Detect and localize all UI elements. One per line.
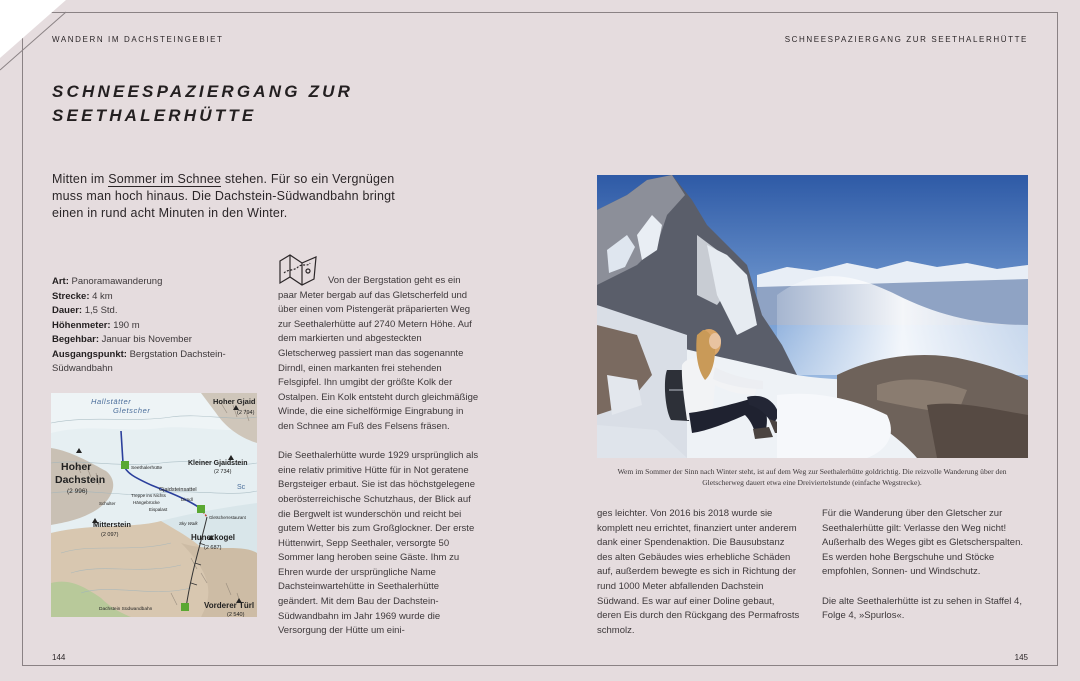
fact-item — [52, 290, 252, 305]
map-label-glacier-1: Hallstätter — [91, 397, 132, 406]
page-number-right: 145 — [1014, 653, 1028, 662]
fact-value: 190 m — [110, 319, 140, 331]
map-label-hoher-dachstein-alt: (2 996) — [67, 488, 88, 495]
map-label-haengebruecke: Hängebrücke — [133, 500, 160, 505]
paragraph: Die Seethalerhütte wurde 1929 ursprünglich als eine relativ primitive Hütte für in Not geratene Bergsteiger erbaut. Sie ist das höchstgelegene oberösterreichische Schutzhaus, der Blick auf die Bergwelt ist wunderschön und reicht bei gutem Wetter bis zum Großglockner. Der erste Hüttenwirt, Sepp Seethaler, versorgte 50 Sommer lang heroben seine Gäste. Ihm zu Ehren wurde der ursprüngliche Name Dachsteinwartehütte in Seethalerhütte geändert. Mit dem Bau der Dachstein-Südwandbahn im Jahr 1969 wurde die Versorgung der Hütte um eini- — [278, 450, 479, 637]
fact-item — [52, 319, 252, 334]
map-label-eispalast: Eispalast — [149, 507, 168, 512]
map-label-mitterstein: Mitterstein — [93, 520, 131, 529]
map-label-hoher-gjaid: Hoher Gjaid — [213, 397, 256, 406]
fact-label: Dauer: — [52, 305, 83, 316]
fact-value: Panoramawanderung — [68, 276, 163, 287]
map-label-vorderer-tuerl: Vorderer Türl — [204, 601, 255, 610]
fact-value: Bergstation Dachstein-Südwandbahn — [52, 348, 226, 374]
map-label-gjaidsteinsattel: Gjaidsteinsattel — [159, 487, 197, 493]
lead-underlined: Sommer im Schnee — [108, 172, 222, 186]
fact-label: Ausgangspunkt: — [52, 348, 127, 360]
fact-item — [52, 304, 252, 319]
map-label-hunerkogel: Hunerkogel — [191, 533, 236, 542]
map-label-treppe: Treppe ins Nichts — [131, 493, 166, 498]
map-label-schulter: Schulter — [99, 501, 116, 506]
fact-item — [52, 275, 252, 290]
route-map — [51, 393, 257, 617]
map-label-gletscherrestaurant: Gletscherrestaurant — [209, 515, 246, 520]
fact-label: Art: — [52, 276, 69, 287]
fact-value: 4 km — [89, 290, 113, 302]
fact-value: Januar bis November — [98, 334, 192, 345]
map-label-seethalerhuette: Seethalerhütte — [131, 466, 163, 471]
fact-value: 1,5 Std. — [82, 305, 118, 316]
hiker-photo — [597, 175, 1028, 458]
page-number-left: 144 — [52, 653, 66, 662]
map-label-glacier-2: Gletscher — [113, 406, 151, 415]
fact-label: Begehbar: — [52, 334, 99, 345]
title-line-2: SEETHALERHÜTTE — [52, 106, 257, 125]
text-column-2 — [278, 274, 480, 653]
lead-after: stehen. Für so ein Vergnügen muss man hoch hinaus. Die Dachstein-Südwandbahn bringt einen in rund acht Minuten in den Winter. — [52, 172, 395, 220]
photo-caption: Wem im Sommer der Sinn nach Winter steht, ist auf dem Weg zur Seethalerhütte goldrichtig. Die reizvolle Wanderung über den Gletscherweg dauert etwa eine Dreiviertelstunde (einfache Wegstrecke). — [617, 467, 1007, 487]
fact-item — [52, 333, 252, 348]
paragraph: Für die Wanderung über den Gletscher zur Seethalerhütte gilt: Verlasse den Weg nicht! Außerhalb des Weges gibt es Gletscherspalten. Es werden hohe Bergschuhe und Stöcke empfohlen, Sonnen- und Windschutz. — [822, 508, 1024, 578]
text-column-3 — [597, 507, 801, 653]
fact-label: Höhenmeter: — [52, 319, 111, 331]
lead-before: Mitten im — [52, 172, 109, 186]
lead-paragraph — [52, 171, 412, 222]
fact-label: Strecke: — [52, 290, 90, 302]
map-label-dachstein: Dachstein — [55, 474, 106, 486]
map-label-hunerkogel-alt: (2 687) — [204, 545, 222, 551]
map-label-kleiner-gjaidstein-alt: (2 734) — [214, 469, 232, 475]
fact-item — [52, 348, 252, 377]
text-column-4 — [822, 507, 1028, 638]
map-label-mitterstein-alt: (2 097) — [101, 532, 119, 538]
map-label-bergstation: Dachstein Südwandbahn — [99, 607, 153, 612]
map-label-dirndl: Dirndl — [181, 497, 193, 502]
paragraph: Die alte Seethalerhütte ist zu sehen in Staffel 4, Folge 4, »Spurlos«. — [822, 595, 1022, 622]
paragraph: Von der Bergstation geht es ein paar Meter bergab auf das Gletscherfeld und über einen vom Pistengerät präparierten Weg zur Seethalerhütte auf 2740 Metern Höhe. Auf dem markierten und abgesteckten Gletscherweg passiert man das sogenannte Dirndl, einen markanten frei stehenden Felsgipfel. Ihn umgibt der größte Kolk der Ostalpen. Ein Kolk entsteht durch gleichmäßige Winde, die eine sichelförmige Eingrabung in den Schnee am Fuß des Felsens fräsen. — [278, 275, 479, 432]
map-label-sc: Sc — [237, 484, 246, 491]
running-header-right: SCHNEESPAZIERGANG ZUR SEETHALERHÜTTE — [784, 35, 1028, 44]
facts-list — [52, 275, 252, 377]
running-header-left: WANDERN IM DACHSTEINGEBIET — [52, 35, 224, 44]
map-label-hoher: Hoher — [61, 461, 92, 473]
page-title — [52, 80, 353, 128]
map-label-vorderer-tuerl-alt: (2 540) — [227, 612, 245, 617]
map-label-kleiner-gjaidstein: Kleiner Gjaidstein — [188, 460, 248, 467]
title-line-1: SCHNEESPAZIERGANG ZUR — [52, 82, 354, 101]
map-label-skywalk: Sky Walk — [179, 521, 198, 526]
paragraph: ges leichter. Von 2016 bis 2018 wurde sie komplett neu errichtet, finanziert unter anderem dank einer Spendenaktion. Die Bausubstanz des alten Gebäudes wies erhebliche Schäden auf, außerdem bewegte es sich in Richtung der rund 1000 Meter abfallenden Dachstein Südwand. Es war auf einer Doline gebaut, deren Eis durch den Rückgang des Permafrosts schmolz. — [597, 508, 800, 636]
map-label-hoher-gjaid-alt: (2 794) — [237, 410, 255, 416]
